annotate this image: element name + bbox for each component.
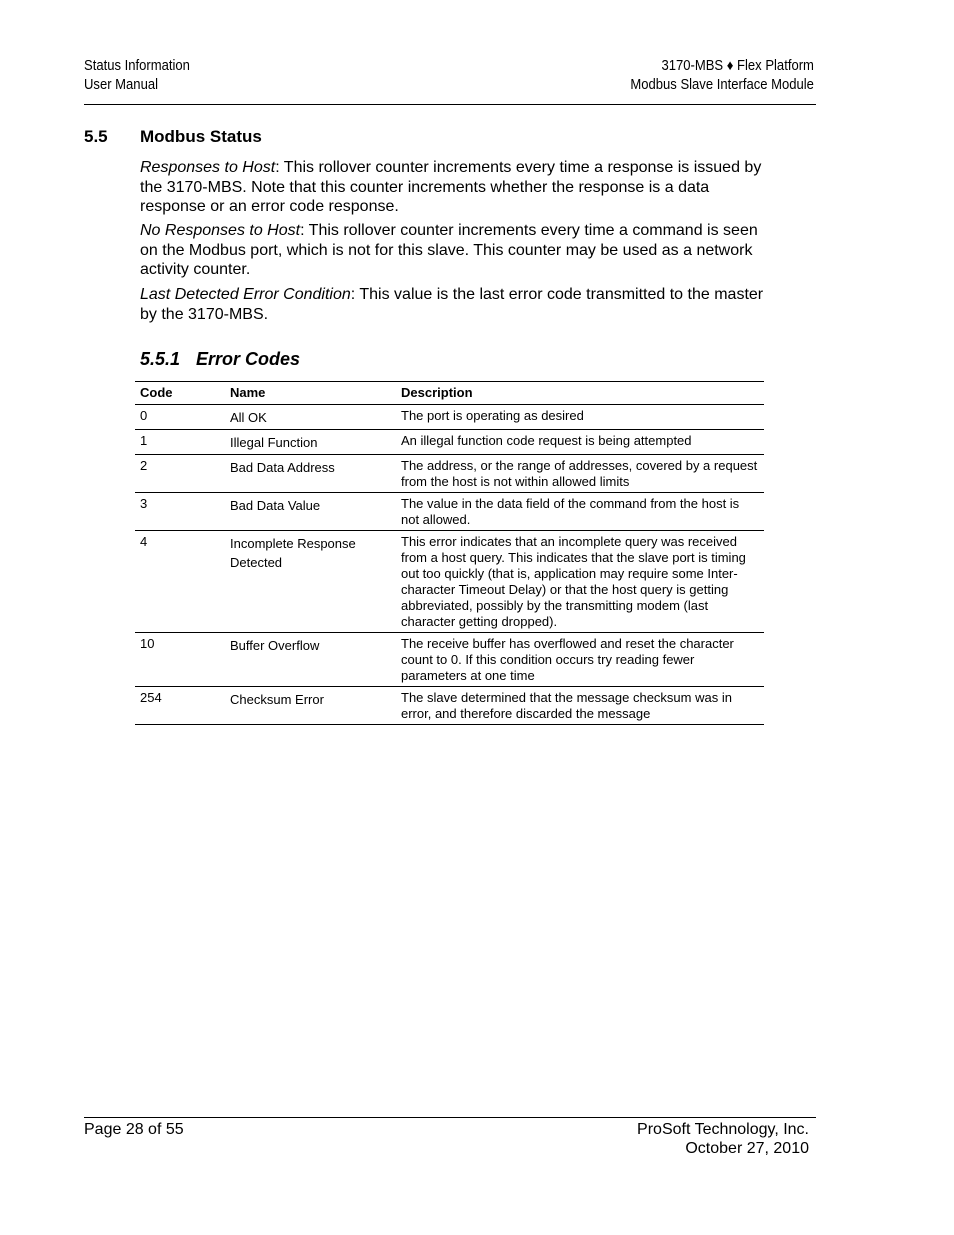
cell-code: 0: [135, 405, 225, 430]
cell-name: Incomplete Response Detected: [225, 531, 396, 633]
paragraph-last-detected-error: [140, 285, 765, 324]
definition-no-responses-to-host: : This rollover counter increments every time a command is seen on the Modbus port, which is not for this slave. This counter may be used as a network activity counter.: [140, 222, 758, 278]
error-codes-table: [135, 381, 764, 725]
paragraph-responses-to-host: [140, 158, 765, 217]
footer-company: ProSoft Technology, Inc.: [637, 1121, 809, 1138]
footer-date: October 27, 2010: [685, 1140, 809, 1157]
column-header-description: Description: [396, 382, 764, 405]
section-title: Modbus Status: [140, 127, 262, 146]
definition-last-detected-error: : This value is the last error code transmitted to the master by the 3170-MBS.: [140, 286, 764, 323]
cell-description: The slave determined that the message checksum was in error, and therefore discarded the message: [396, 687, 764, 725]
cell-description: The address, or the range of addresses, covered by a request from the host is not within allowed limits: [396, 455, 764, 493]
cell-description: The receive buffer has overflowed and reset the character count to 0. If this condition occurs try reading fewer parameters at one time: [396, 633, 764, 687]
cell-code: 254: [135, 687, 225, 725]
section-heading: [84, 127, 262, 147]
footer-publisher: [637, 1120, 809, 1158]
table-header-row: [135, 382, 764, 405]
column-header-code: Code: [135, 382, 225, 405]
definition-responses-to-host: : This rollover counter increments every time a response is issued by the 3170-MBS. Note that this counter increments whether the response is a data response or an error code response.: [140, 159, 762, 215]
cell-code: 10: [135, 633, 225, 687]
cell-description: The port is operating as desired: [396, 405, 764, 430]
header-document-type: User Manual: [84, 77, 158, 93]
subsection-heading: [140, 349, 300, 370]
term-responses-to-host: Responses to Host: [140, 159, 276, 176]
paragraph-no-responses-to-host: [140, 221, 765, 280]
cell-code: 3: [135, 493, 225, 531]
running-header-left: [84, 57, 190, 95]
table-row: [135, 633, 764, 687]
header-divider: [84, 104, 816, 105]
subsection-number: 5.5.1: [140, 349, 181, 369]
term-no-responses-to-host: No Responses to Host: [140, 222, 301, 239]
cell-code: 1: [135, 430, 225, 455]
table-row: [135, 531, 764, 633]
cell-code: 4: [135, 531, 225, 633]
running-header-right: [630, 57, 814, 95]
header-section-name: Status Information: [84, 58, 190, 74]
cell-name: Buffer Overflow: [225, 633, 396, 687]
cell-name: Illegal Function: [225, 430, 396, 455]
cell-name: Bad Data Address: [225, 455, 396, 493]
table-row: [135, 405, 764, 430]
table-row: [135, 687, 764, 725]
section-number: 5.5: [84, 127, 108, 146]
cell-description: An illegal function code request is being attempted: [396, 430, 764, 455]
cell-name: All OK: [225, 405, 396, 430]
subsection-title: Error Codes: [196, 349, 301, 369]
header-product-description: Modbus Slave Interface Module: [630, 77, 814, 93]
header-product-name: 3170-MBS ♦ Flex Platform: [661, 58, 814, 74]
cell-code: 2: [135, 455, 225, 493]
table-row: [135, 455, 764, 493]
page-number: Page 28 of 55: [84, 1121, 184, 1138]
table-row: [135, 430, 764, 455]
cell-description: This error indicates that an incomplete query was received from a host query. This indicates that the slave port is timing out too quickly (that is, application may require some Inter-character Timeout Delay) or that the host query is getting abbreviated, possibly by the transmitting modem (last character getting dropped).: [396, 531, 764, 633]
footer-divider: [84, 1117, 816, 1118]
table-row: [135, 493, 764, 531]
cell-name: Checksum Error: [225, 687, 396, 725]
column-header-name: Name: [225, 382, 396, 405]
cell-name: Bad Data Value: [225, 493, 396, 531]
cell-description: The value in the data field of the command from the host is not allowed.: [396, 493, 764, 531]
term-last-detected-error: Last Detected Error Condition: [140, 286, 351, 303]
